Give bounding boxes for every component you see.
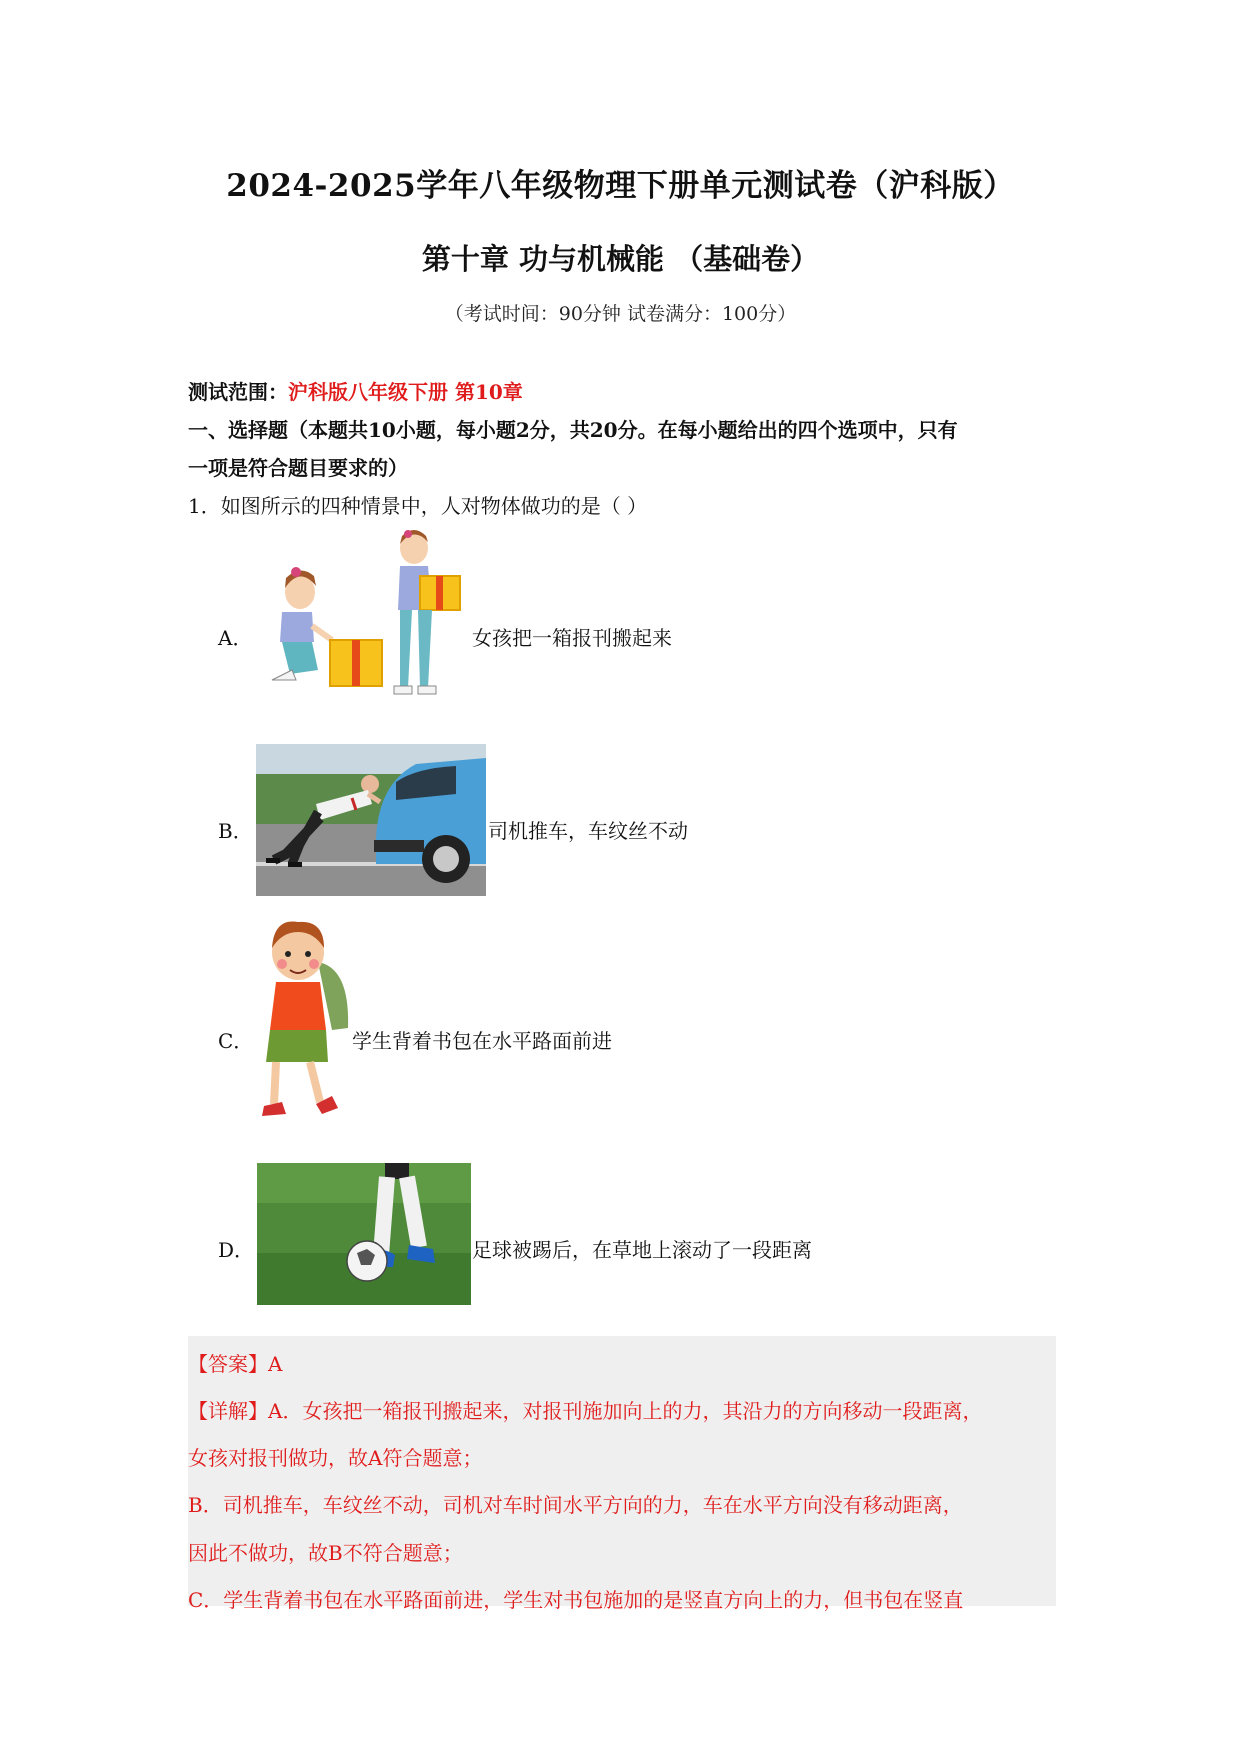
option-c-image xyxy=(258,918,358,1130)
option-a-text: 女孩把一箱报刊搬起来 xyxy=(472,626,672,650)
option-d-image xyxy=(257,1163,471,1305)
answer-detail-4: 因此不做功，故B不符合题意； xyxy=(188,1541,463,1565)
option-c-letter: C． xyxy=(218,1029,254,1053)
option-a-image xyxy=(252,530,472,700)
section-heading-line1: 一、选择题（本题共10小题，每小题2分，共20分。在每小题给出的四个选项中，只有 xyxy=(188,418,958,442)
option-a-letter: A． xyxy=(218,626,253,650)
answer-detail-1: 【详解】A．女孩把一箱报刊搬起来，对报刊施加向上的力，其沿力的方向移动一段距离， xyxy=(188,1399,983,1423)
option-b-letter: B． xyxy=(218,819,253,843)
answer-detail-5: C．学生背着书包在水平路面前进，学生对书包施加的是竖直方向上的力，但书包在竖直 xyxy=(188,1588,964,1612)
test-scope-label: 测试范围： xyxy=(188,380,288,404)
chapter-title: 第十章 功与机械能 （基础卷） xyxy=(421,242,820,276)
answer-detail-2: 女孩对报刊做功，故A符合题意； xyxy=(188,1446,483,1470)
option-c-text: 学生背着书包在水平路面前进 xyxy=(352,1029,612,1053)
question-stem: 1．如图所示的四种情景中，人对物体做功的是（ ） xyxy=(188,494,648,518)
section-heading-line2: 一项是符合题目要求的） xyxy=(188,456,408,480)
test-scope-value: 沪科版八年级下册 第10章 xyxy=(288,380,523,404)
option-b-image xyxy=(256,744,486,896)
answer-line: 【答案】A xyxy=(188,1352,283,1376)
exam-info: （考试时间：90分钟 试卷满分：100分） xyxy=(444,303,797,325)
option-d-letter: D． xyxy=(218,1238,255,1262)
page-title: 2024-2025学年八年级物理下册单元测试卷（沪科版） xyxy=(226,168,1015,204)
test-scope xyxy=(188,378,523,406)
option-b-text: 司机推车，车纹丝不动 xyxy=(488,819,688,843)
answer-detail-3: B．司机推车，车纹丝不动，司机对车时间水平方向的力，车在水平方向没有移动距离， xyxy=(188,1493,963,1517)
option-d-text: 足球被踢后，在草地上滚动了一段距离 xyxy=(472,1238,812,1262)
